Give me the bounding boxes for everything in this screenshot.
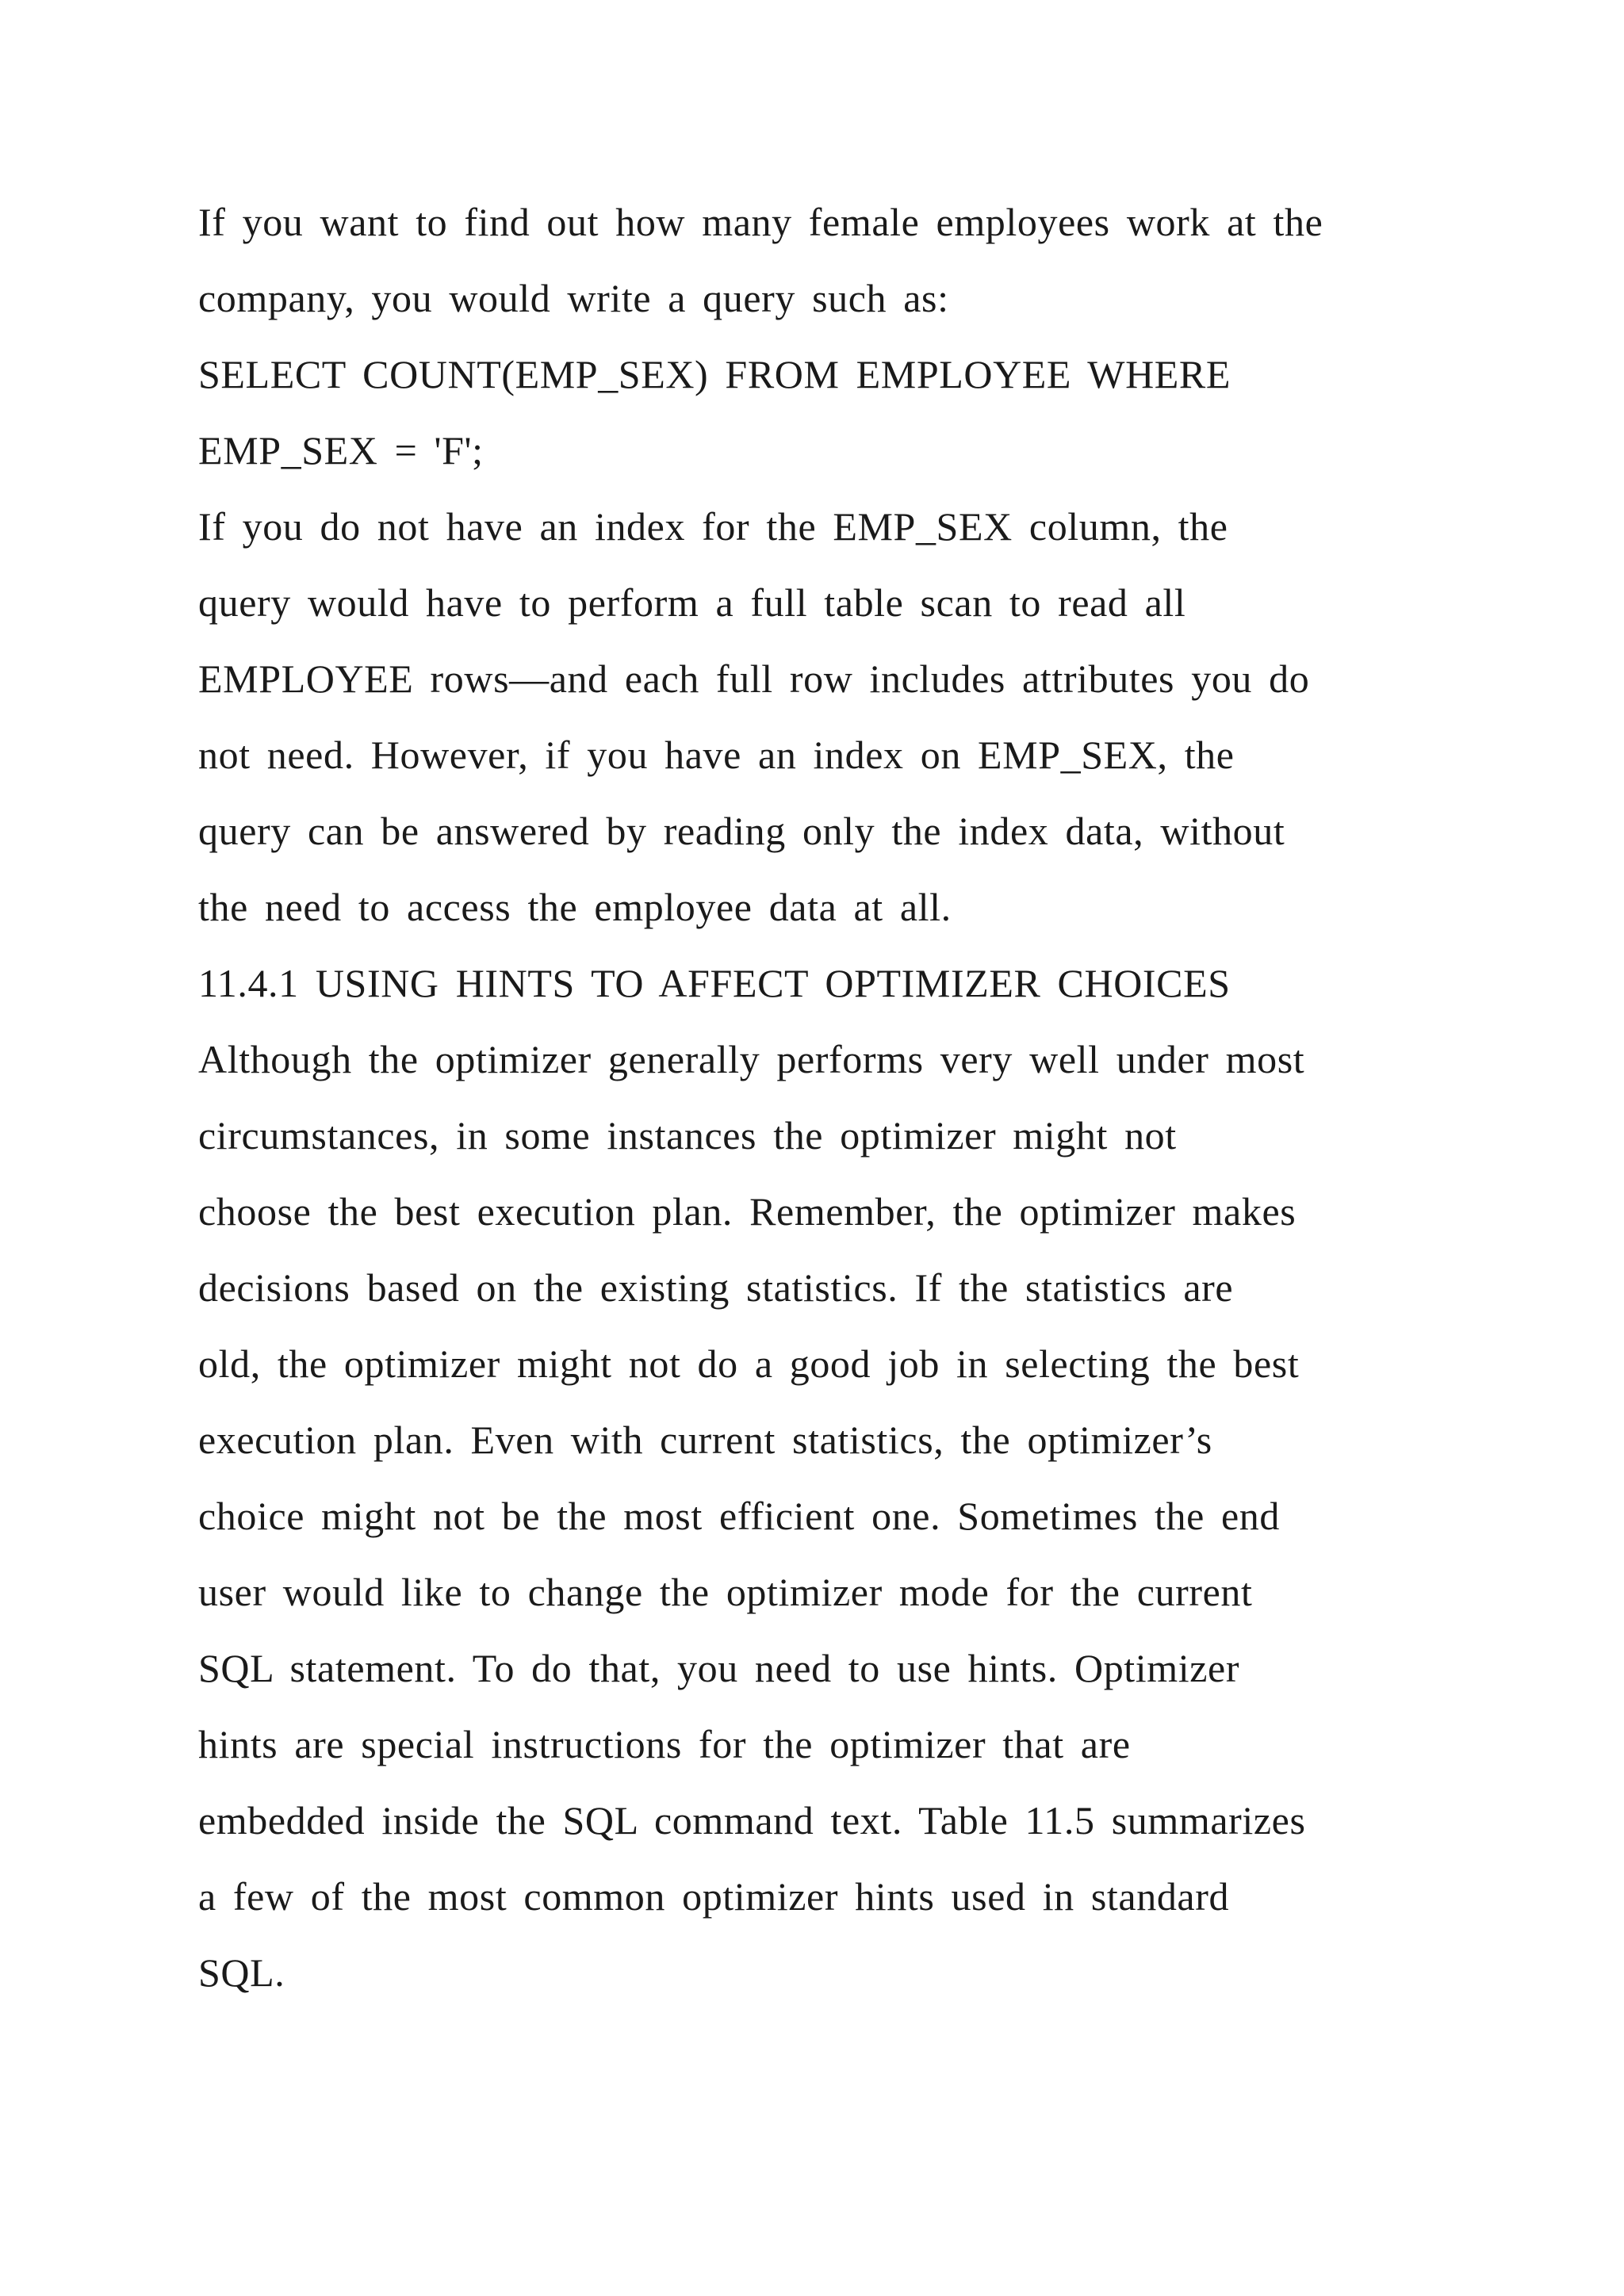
text-line: hints are special instructions for the optimizer that are xyxy=(198,1722,1131,1766)
text-line: choose the best execution plan. Remember, the optimizer makes xyxy=(198,1189,1297,1234)
section-heading: 11.4.1 USING HINTS TO AFFECT OPTIMIZER CHOICES xyxy=(198,961,1231,1005)
text-line: query would have to perform a full table scan to read all xyxy=(198,580,1186,625)
text-line: If you want to find out how many female employees work at the xyxy=(198,200,1323,244)
sql-code-line: EMP_SEX = 'F'; xyxy=(198,428,484,473)
text-line: not need. However, if you have an index on EMP_SEX, the xyxy=(198,733,1235,777)
text-line: choice might not be the most efficient one. Sometimes the end xyxy=(198,1494,1280,1538)
text-line: company, you would write a query such as: xyxy=(198,276,949,320)
text-line: decisions based on the existing statistics. If the statistics are xyxy=(198,1265,1234,1310)
text-line: query can be answered by reading only the index data, without xyxy=(198,809,1285,853)
text-line: SQL. xyxy=(198,1950,285,1995)
text-line: the need to access the employee data at all. xyxy=(198,885,952,929)
text-line: If you do not have an index for the EMP_SEX column, the xyxy=(198,504,1228,549)
text-line: EMPLOYEE rows—and each full row includes attributes you do xyxy=(198,656,1310,701)
text-line: SQL statement. To do that, you need to use hints. Optimizer xyxy=(198,1646,1240,1690)
text-line: user would like to change the optimizer mode for the current xyxy=(198,1570,1253,1614)
body-text xyxy=(198,184,1451,2011)
text-line: Although the optimizer generally performs very well under most xyxy=(198,1037,1305,1081)
text-line: circumstances, in some instances the optimizer might not xyxy=(198,1113,1177,1158)
text-line: execution plan. Even with current statistics, the optimizer’s xyxy=(198,1418,1212,1462)
text-line: old, the optimizer might not do a good job in selecting the best xyxy=(198,1341,1300,1386)
text-line: a few of the most common optimizer hints used in standard xyxy=(198,1874,1230,1919)
sql-code-line: SELECT COUNT(EMP_SEX) FROM EMPLOYEE WHERE xyxy=(198,352,1231,396)
text-line: embedded inside the SQL command text. Table 11.5 summarizes xyxy=(198,1798,1306,1843)
